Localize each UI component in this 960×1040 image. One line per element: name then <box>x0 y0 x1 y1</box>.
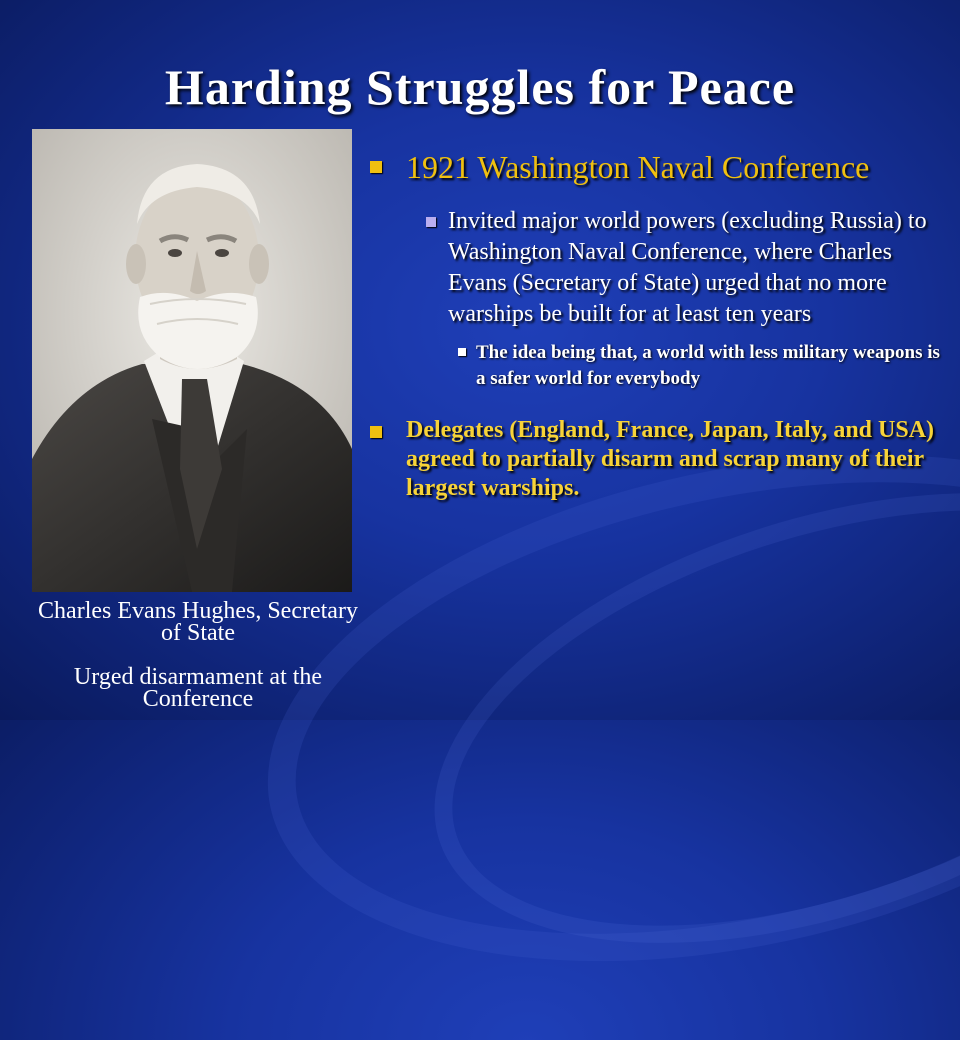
portrait-photo <box>32 129 352 592</box>
square-bullet-icon <box>458 348 466 356</box>
bullet-level3 <box>370 340 945 392</box>
photo-caption-name: Charles Evans Hughes, Secretary of State <box>38 598 358 646</box>
bullet-text: The idea being that, a world with less military weapons is a safer world for everybody <box>476 342 940 389</box>
bullet-level2 <box>370 206 945 330</box>
bullet-list <box>370 148 945 503</box>
square-bullet-icon <box>426 217 436 227</box>
bullet-level1 <box>370 148 945 186</box>
bullet-text: Invited major world powers (excluding Russia) to Washington Naval Conference, where Charles Evans (Secretary of State) urged that no more warships be built for at least ten years <box>448 208 927 327</box>
photo-caption-note: Urged disarmament at the Conference <box>73 664 323 712</box>
bullet-text: Delegates (England, France, Japan, Italy, and USA) agreed to partially disarm and scrap many of their largest warships. <box>406 417 935 501</box>
square-bullet-icon <box>370 426 382 438</box>
bullet-level1 <box>370 416 945 503</box>
bullet-text: 1921 Washington Naval Conference <box>406 149 870 185</box>
square-bullet-icon <box>370 161 382 173</box>
slide-title: Harding Struggles for Peace <box>164 59 796 115</box>
